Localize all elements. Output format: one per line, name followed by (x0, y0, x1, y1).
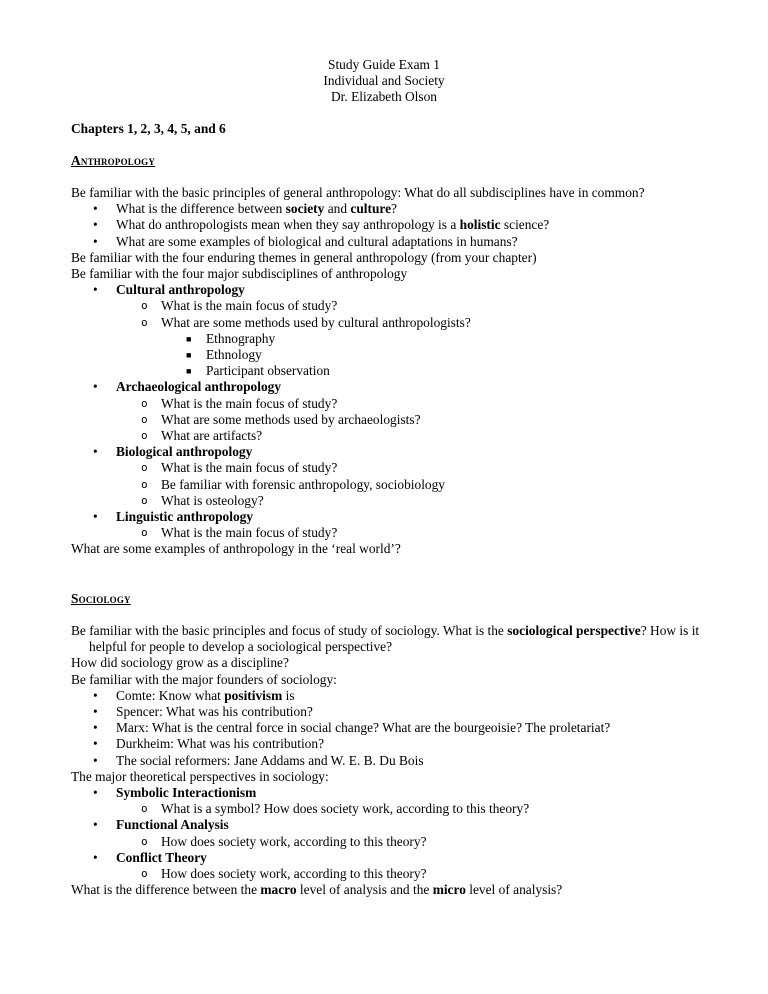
subdisciplines-line: Be familiar with the four major subdisciplines of anthropology (71, 266, 408, 282)
real-world-line: What are some examples of anthropology in the ‘real world’? (71, 541, 401, 557)
list-item: o How does society work, according to this theory? (141, 866, 427, 882)
list-item: o What is the main focus of study? (141, 298, 338, 314)
list-item: o How does society work, according to this theory? (141, 833, 427, 849)
list-item: o What are artifacts? (141, 428, 263, 444)
list-item: o What is osteology? (141, 492, 264, 508)
themes-line: Be familiar with the four enduring themes in general anthropology (from your chapter) (71, 249, 537, 265)
founders-line: Be familiar with the major founders of sociology: (71, 671, 337, 687)
perspective-functional: • Functional Analysis (93, 817, 229, 833)
list-item: ■ Ethnology (186, 347, 262, 363)
list-item: o Be familiar with forensic anthropology, sociobiology (141, 476, 445, 492)
list-item: • What is the difference between society and culture? (93, 201, 397, 217)
list-item: o What are some methods used by cultural anthropologists? (141, 314, 471, 330)
subdiscipline-linguistic: • Linguistic anthropology (93, 509, 254, 525)
list-item: o What is a symbol? How does society work, according to this theory? (141, 801, 530, 817)
levels-line: What is the difference between the macro level of analysis and the micro level of analysis? (71, 882, 563, 898)
list-item: • Comte: Know what positivism is (93, 687, 295, 703)
subdiscipline-biological: • Biological anthropology (93, 444, 253, 460)
sociology-intro: Be familiar with the basic principles and focus of study of sociology. What is the sociological perspective? How is it helpful for people to develop a sociological perspective? (71, 623, 700, 655)
sociology-section (71, 623, 711, 898)
sociology-heading: Sociology (71, 591, 131, 606)
document-header (0, 57, 768, 106)
list-item: ■ Participant observation (186, 363, 330, 379)
list-item: • What are some examples of biological and cultural adaptations in humans? (93, 233, 518, 249)
course-name: Individual and Society (323, 73, 445, 89)
list-item: o What are some methods used by archaeologists? (141, 411, 421, 427)
sociology-grow-line: How did sociology grow as a discipline? (71, 655, 289, 671)
instructor-name: Dr. Elizabeth Olson (331, 89, 437, 105)
subdiscipline-archaeological: • Archaeological anthropology (93, 379, 282, 395)
list-item: ■ Ethnography (186, 330, 276, 346)
anthropology-section (71, 185, 721, 558)
list-item: • Spencer: What was his contribution? (93, 704, 313, 720)
list-item: • Marx: What is the central force in social change? What are the bourgeoisie? The proletariat? (93, 720, 611, 736)
list-item: • Durkheim: What was his contribution? (93, 736, 325, 752)
anthropology-heading: Anthropology (71, 153, 156, 168)
chapters-line: Chapters 1, 2, 3, 4, 5, and 6 (71, 121, 226, 136)
document-title: Study Guide Exam 1 (328, 57, 440, 72)
list-item: o What is the main focus of study? (141, 460, 338, 476)
list-item: o What is the main focus of study? (141, 525, 338, 541)
list-item: • What do anthropologists mean when they say anthropology is a holistic science? (93, 217, 550, 233)
perspectives-line: The major theoretical perspectives in sociology: (71, 768, 329, 784)
list-item: • The social reformers: Jane Addams and W. E. B. Du Bois (93, 752, 424, 768)
subdiscipline-cultural: • Cultural anthropology (93, 282, 245, 298)
perspective-symbolic: • Symbolic Interactionism (93, 785, 257, 801)
perspective-conflict: • Conflict Theory (93, 849, 207, 865)
anthropology-intro: Be familiar with the basic principles of general anthropology: What do all subdisciplines have in common? (71, 185, 645, 200)
list-item: o What is the main focus of study? (141, 395, 338, 411)
